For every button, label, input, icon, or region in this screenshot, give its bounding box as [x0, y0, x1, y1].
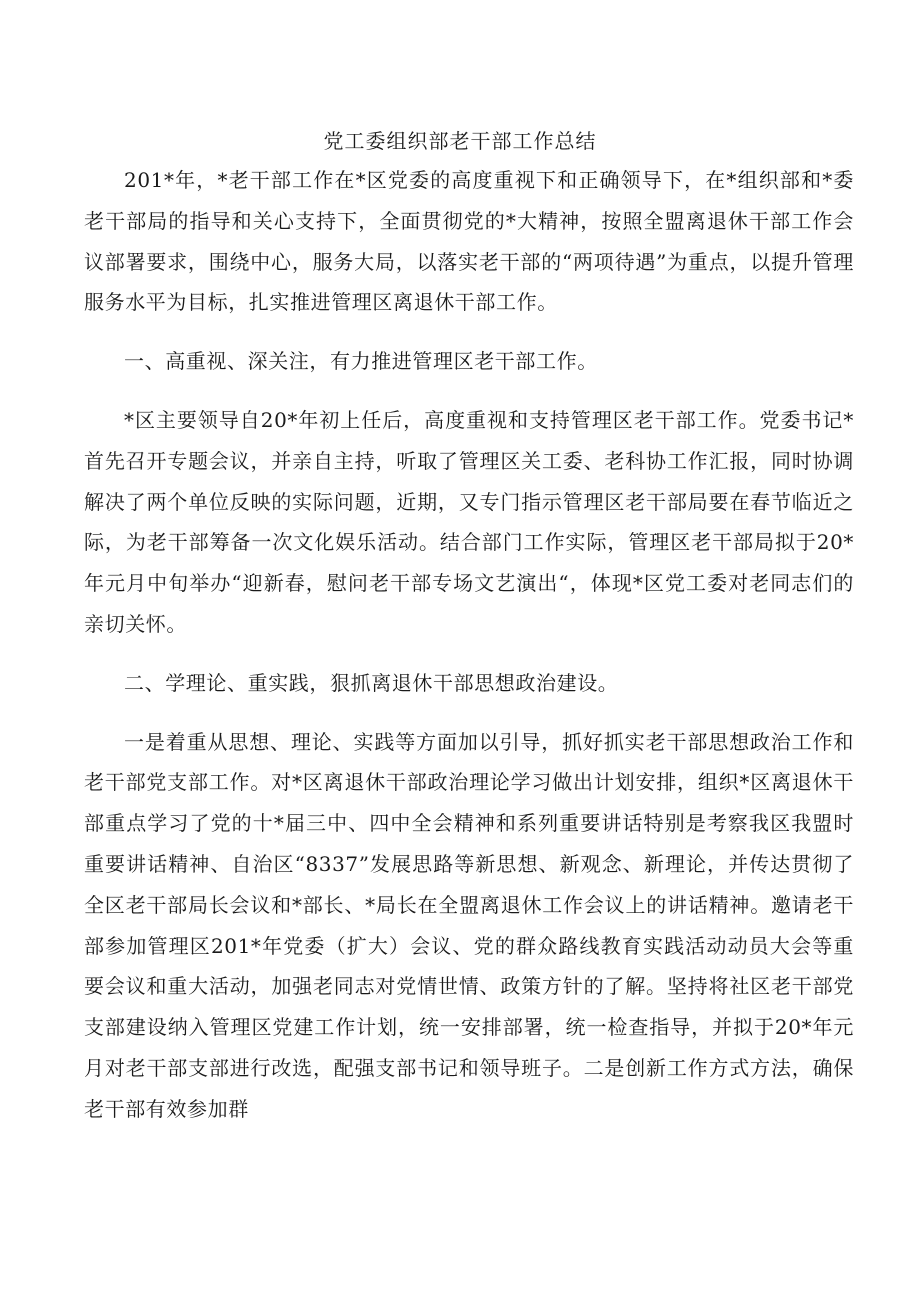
document-title: 党工委组织部老干部工作总结	[323, 129, 597, 153]
section-heading-2: 二、学理论、重实践，狠抓离退休干部思想政治建设。	[124, 670, 619, 695]
intro-paragraph: 201*年，*老干部工作在*区党委的高度重视下和正确领导下，在*组织部和*委老干部局的指导和关心支持下，全面贯彻党的*大精神，按照全盟离退休干部工作会议部署要求，围绕中心，服务大局，以落实老干部的“两项待遇”为重点，以提升管理服务水平为目标，扎实推进管理区离退休干部工作。	[84, 168, 854, 315]
section-heading-1: 一、高重视、深关注，有力推进管理区老干部工作。	[124, 349, 598, 374]
section-2-paragraph: 一是着重从思想、理论、实践等方面加以引导，抓好抓实老干部思想政治工作和老干部党支部工作。对*区离退休干部政治理论学习做出计划安排，组织*区离退休干部重点学习了党的十*届三中、四中全会精神和系列重要讲话特别是考察我区我盟时重要讲话精神、自治区“8337”发展思路等新思想、新观念、新理论，并传达贯彻了全区老干部局长会议和*部长、*局长在全盟离退休工作会议上的讲话精神。邀请老干部参加管理区201*年党委（扩大）会议、党的群众路线教育实践活动动员大会等重要会议和重大活动，加强老同志对党情世情、政策方针的了解。坚持将社区老干部党支部建设纳入管理区党建工作计划，统一安排部署，统一检查指导，并拟于20*年元月对老干部支部进行改选，配强支部书记和领导班子。二是创新工作方式方法，确保老干部有效参加群	[84, 729, 854, 1121]
document-body	[84, 160, 854, 1130]
section-1-paragraph: *区主要领导自20*年初上任后，高度重视和支持管理区老干部工作。党委书记*首先召开专题会议，并亲自主持，听取了管理区关工委、老科协工作汇报，同时协调解决了两个单位反映的实际问题，近期，又专门指示管理区老干部局要在春节临近之际，为老干部筹备一次文化娱乐活动。结合部门工作实际，管理区老干部局拟于20*年元月中旬举办“迎新春，慰问老干部专场文艺演出“，体现*区党工委对老同志们的亲切关怀。	[84, 407, 854, 636]
